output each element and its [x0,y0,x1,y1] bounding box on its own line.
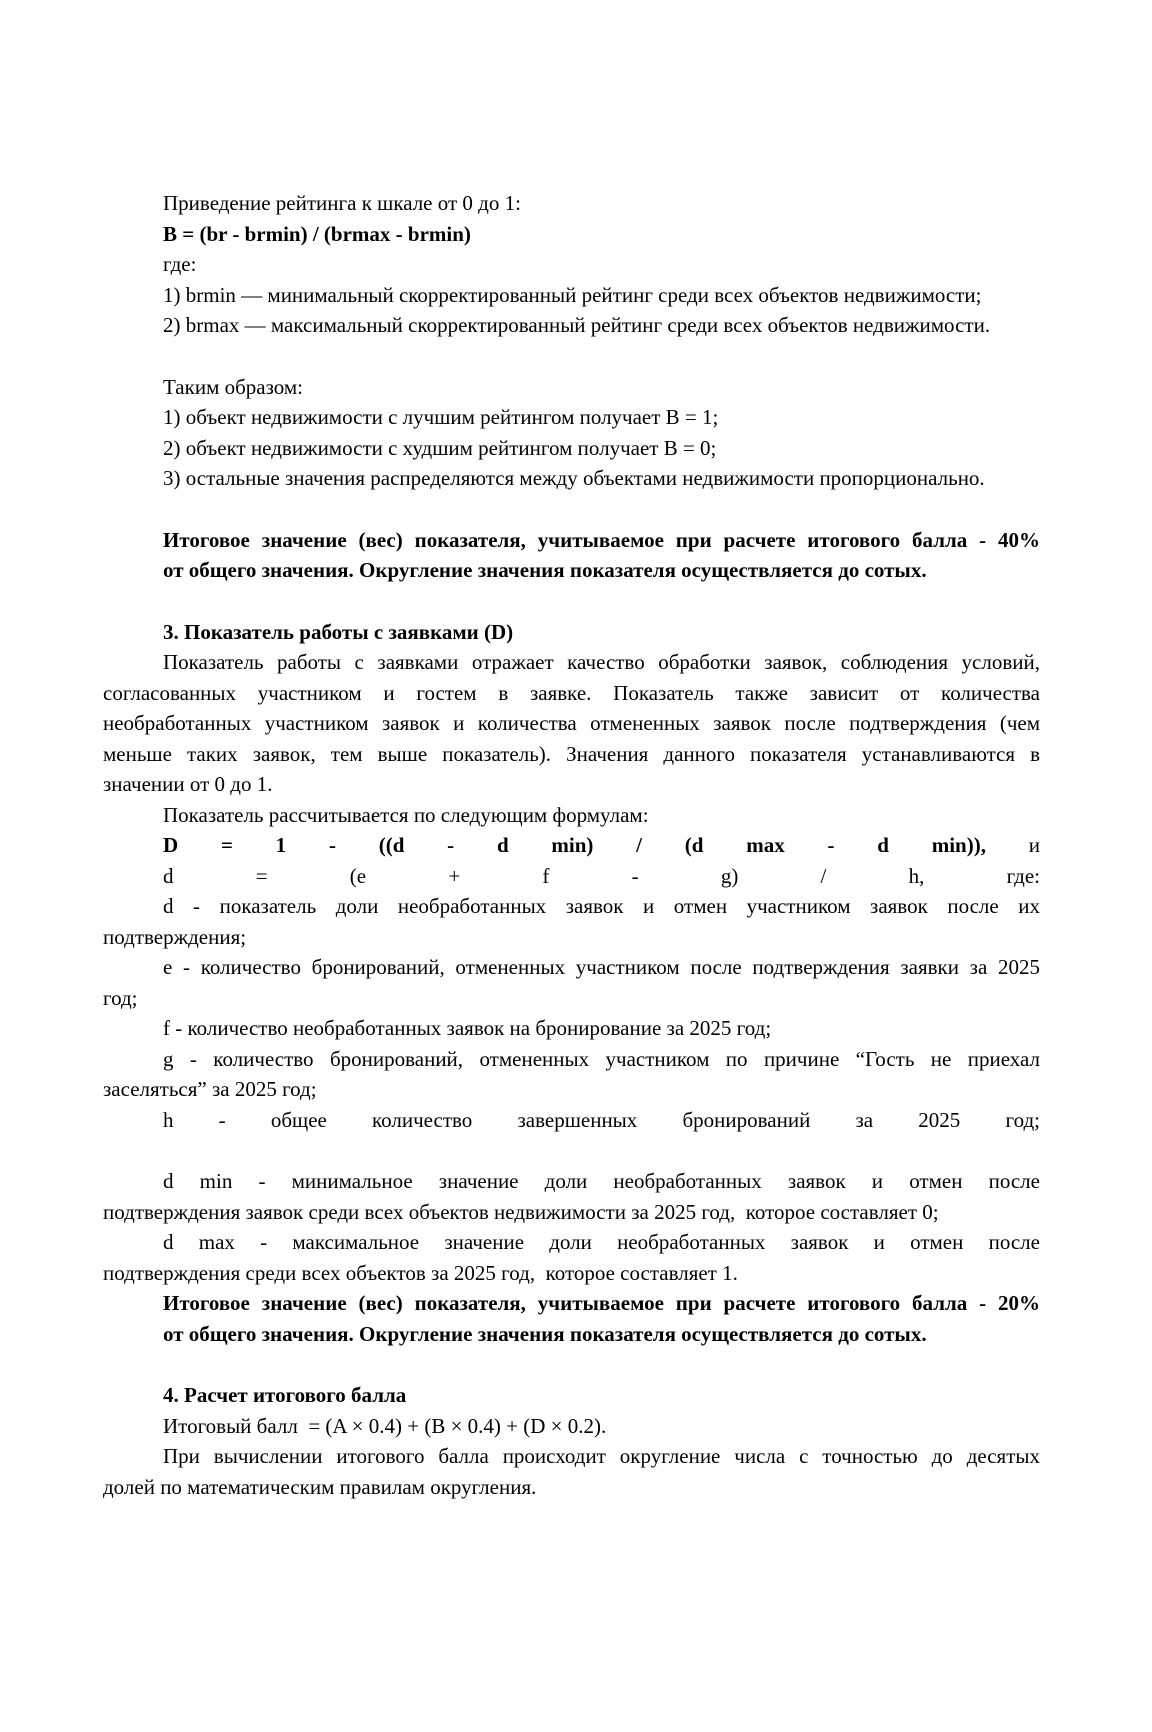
weight-b-line-2: от общего значения. Округление значения показателя осуществляется до сотых. [163,558,927,582]
blank-line [103,1349,1040,1380]
def-dmin-line-1: d min - минимальное значение доли необработанных заявок и отмен после [163,1169,1040,1193]
def-e-line-2: год; [103,985,138,1010]
formula-d-tail: и [1028,833,1040,857]
weight-d-block [163,1288,1040,1349]
blank-line [103,1135,1040,1166]
def-g-line-2: заселяться” за 2025 год; [103,1077,317,1101]
def-d-line-2: подтверждения; [103,924,247,949]
section-3-paragraph-line: значении от 0 до 1. [103,772,273,796]
formula-d-line [103,830,1040,861]
blank-line [103,586,1040,617]
def-d-line-1: d - показатель доли необработанных заявок и отмен участником заявок после их [163,894,1040,918]
formula-d-bold: D = 1 - ((d - d min) / (d max - d min)), [163,833,986,857]
brmin-definition: 1) brmin — минимальный скорректированный рейтинг среди всех объектов недвижимости; [163,282,982,307]
section-3-paragraph-line: Показатель работы с заявками отражает качество обработки заявок, соблюдения условий, [163,650,1040,674]
weight-b-line-1: Итоговое значение (вес) показателя, учитываемое при расчете итогового балла - 40% [163,527,1040,552]
def-dmax-line-2: подтверждения среди всех объектов за 2025 год, которое составляет 1. [103,1260,738,1285]
def-g-line-1: g - количество бронирований, отмененных участником по причине “Гость не приехал [163,1046,1040,1071]
final-score-formula: Итоговый балл = (A × 0.4) + (B × 0.4) + (D × 0.2). [163,1413,607,1438]
blank-line [103,494,1040,525]
weight-d-line-1: Итоговое значение (вес) показателя, учитываемое при расчете итогового балла - 20% [163,1291,1040,1315]
thus-item-3: 3) остальные значения распределяются между объектами недвижимости пропорционально. [163,466,985,490]
brmax-definition: 2) brmax — максимальный скорректированный рейтинг среди всех объектов недвижимости. [163,313,991,337]
def-dmax-line-1: d max - максимальное значение доли необработанных заявок и отмен после [163,1230,1040,1254]
section-3-paragraph-line: меньше таких заявок, тем выше показатель). Значения данного показателя устанавливаются в [103,741,1040,766]
scale-intro-line: Приведение рейтинга к шкале от 0 до 1: [163,191,521,215]
def-dmin-line-2: подтверждения заявок среди всех объектов недвижимости за 2025 год, которое составляет 0; [103,1199,939,1224]
section-3-paragraph-line: необработанных участником заявок и количества отмененных заявок после подтверждения (чем [103,711,1040,735]
thus-intro: Таким образом: [163,374,304,399]
weight-d-line-2: от общего значения. Округление значения показателя осуществляется до сотых. [163,1321,927,1346]
where-label: где: [163,252,197,276]
blank-line [103,341,1040,372]
section-3-paragraph-line: согласованных участником и гостем в заявке. Показатель также зависит от количества [103,680,1040,705]
formulas-intro: Показатель рассчитывается по следующим формулам: [163,802,649,827]
def-h-line: h - общее количество завершенных бронирований за 2025 год; [163,1107,1040,1132]
def-e-line-1: e - количество бронирований, отмененных участником после подтверждения заявки за 2025 [163,955,1040,979]
thus-item-1: 1) объект недвижимости с лучшим рейтингом получает B = 1; [163,405,719,429]
section-3-heading: 3. Показатель работы с заявками (D) [163,619,514,644]
section-4-paragraph-line: долей по математическим правилам округления. [103,1474,537,1499]
def-f-line: f - количество необработанных заявок на бронирование за 2025 год; [163,1016,772,1040]
formula-d2-line: d = (e + f - g) / h, где: [163,863,1040,888]
weight-b-block [163,525,1040,586]
section-4-heading: 4. Расчет итогового балла [163,1383,407,1407]
formula-b: B = (br - brmin) / (brmax - brmin) [163,221,471,246]
thus-item-2: 2) объект недвижимости с худшим рейтингом получает B = 0; [163,435,717,460]
section-4-paragraph-line: При вычислении итогового балла происходит округление числа с точностью до десятых [163,1444,1040,1468]
